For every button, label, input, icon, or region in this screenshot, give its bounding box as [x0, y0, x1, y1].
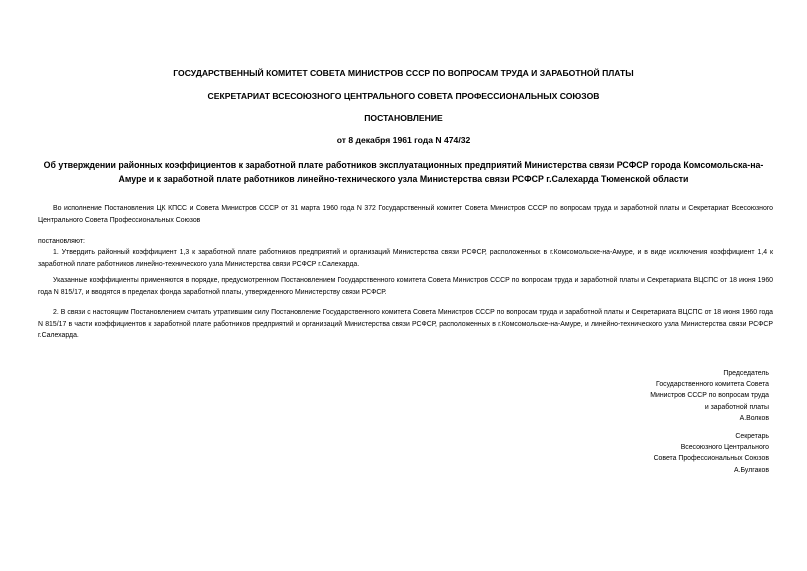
- item-1-note-paragraph: Указанные коэффициенты применяются в порядке, предусмотренном Постановлением Государственного комитета Совета Министров СССР по вопросам труда и заработной платы и Секретариата ВЦСПС от 18 июня 1960 года N 815/17, и вводятся в пределах фонда заработной платы, утвержденного Министерству связи РСФСР.: [38, 277, 773, 296]
- issuer-line-1: ГОСУДАРСТВЕННЫЙ КОМИТЕТ СОВЕТА МИНИСТРОВ СССР ПО ВОПРОСАМ ТРУДА И ЗАРАБОТНОЙ ПЛАТЫ: [173, 68, 634, 78]
- preamble-paragraph: Во исполнение Постановления ЦК КПСС и Совета Министров СССР от 31 марта 1960 года N 372 Государственный комитет Совета Министров СССР по вопросам труда и заработной платы и Секретариат Всесоюзного Центрального Совета Профессиональных Союзов: [38, 205, 773, 224]
- document-date-number: от 8 декабря 1961 года N 474/32: [336, 135, 471, 145]
- item-1-paragraph: 1. Утвердить районный коэффициент 1,3 к заработной плате работников предприятий и организаций Министерства связи РСФСР, расположенных в г.Комсомольске-на-Амуре, и в виде исключения коэффициент 1,4 к заработной плате работников линейно-технического узла Министерства связи РСФСР г.Салехарда.: [38, 249, 773, 268]
- resolves-word: постановляют:: [38, 238, 85, 245]
- signature-1-org-line-2: Министров СССР по вопросам труда: [650, 392, 769, 400]
- signature-block-secretary: [654, 431, 769, 476]
- document-title: Об утверждении районных коэффициентов к заработной плате работников эксплуатационных предприятий Министерства связи РСФСР города Комсомольска-на-Амуре и к заработной плате работников линейно-технического узла Министерства связи РСФСР г.Салехарда Тюменской области: [43, 160, 764, 184]
- signature-1-org-line-3: и заработной платы: [704, 403, 769, 411]
- signature-block-chairman: [650, 368, 769, 424]
- signature-2-name: А.Булгаков: [734, 466, 769, 474]
- signature-2-org-line-2: Совета Профессиональных Союзов: [653, 455, 769, 463]
- document-type: ПОСТАНОВЛЕНИЕ: [364, 113, 443, 123]
- item-2-paragraph: 2. В связи с настоящим Постановлением считать утратившим силу Постановление Государственного комитета Совета Министров СССР по вопросам труда и заработной платы и Секретариата ВЦСПС от 18 июня 1960 года N 815/17 в части коэффициентов к заработной плате работников предприятий и организаций Министерства связи РСФСР, расположенных в г.Комсомольске-на-Амуре, и линейно-технического узла Министерства связи РСФСР г.Салехарда.: [38, 309, 773, 339]
- issuer-line-2: СЕКРЕТАРИАТ ВСЕСОЮЗНОГО ЦЕНТРАЛЬНОГО СОВЕТА ПРОФЕССИОНАЛЬНЫХ СОЮЗОВ: [207, 91, 600, 101]
- signature-1-org-line-1: Государственного комитета Совета: [656, 381, 769, 389]
- signature-2-org-line-1: Всесоюзного Центрального: [680, 444, 769, 452]
- signature-1-position: Председатель: [723, 370, 769, 377]
- signature-1-name: А.Волков: [739, 414, 769, 422]
- signature-2-position: Секретарь: [735, 433, 769, 440]
